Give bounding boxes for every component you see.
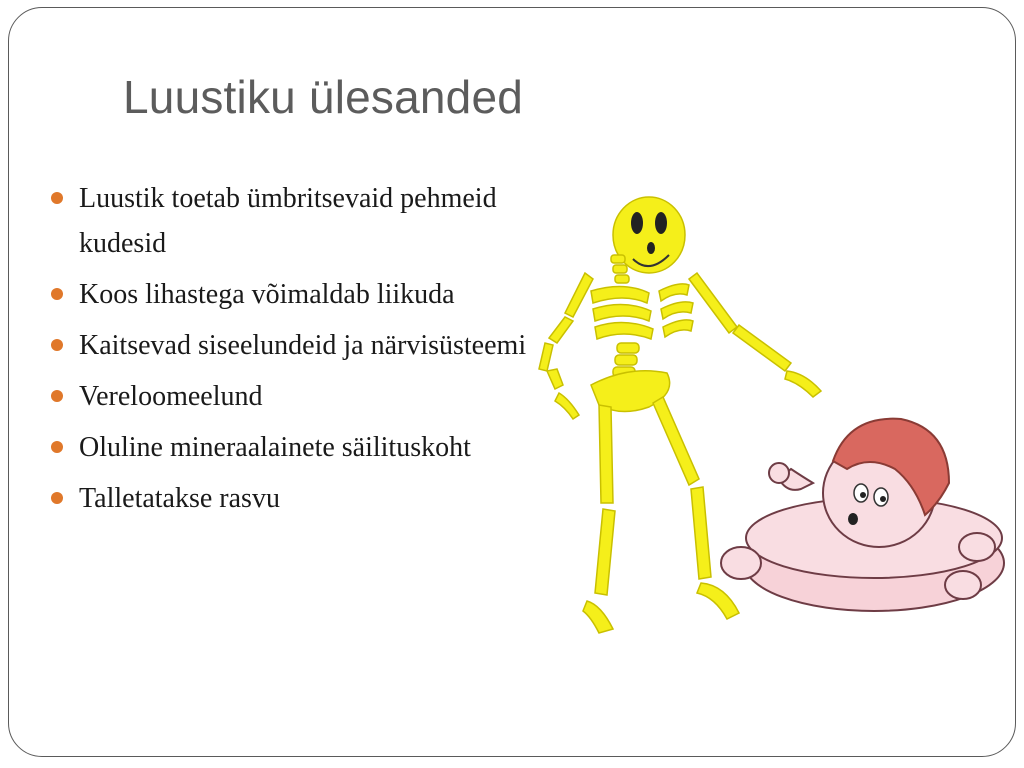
bullet-dot-icon [51,339,63,351]
bullet-item [49,476,529,521]
bullet-item [49,323,529,368]
bullet-item [49,176,529,266]
bullet-list [49,176,529,527]
crawling-baby-icon [721,419,1004,611]
skeleton-and-baby-illustration [529,193,1019,658]
bullet-text: Vereloomeelund [79,381,263,412]
bullet-text: Talletatakse rasvu [79,483,280,514]
bullet-dot-icon [51,492,63,504]
bullet-text: Luustik toetab ümbritsevaid pehmeid kudesid [79,183,497,259]
bullet-item [49,425,529,470]
bullet-text: Koos lihastega võimaldab liikuda [79,279,455,310]
bullet-item [49,374,529,419]
slide [8,7,1016,757]
bullet-dot-icon [51,390,63,402]
bullet-dot-icon [51,192,63,204]
bullet-text: Kaitsevad siseelundeid ja närvisüsteemi [79,330,527,361]
slide-title: Luustiku ülesanded [123,71,524,123]
bullet-dot-icon [51,441,63,453]
bullet-dot-icon [51,288,63,300]
bullet-item [49,272,529,317]
bullet-text: Oluline mineraalainete säilituskoht [79,432,471,463]
